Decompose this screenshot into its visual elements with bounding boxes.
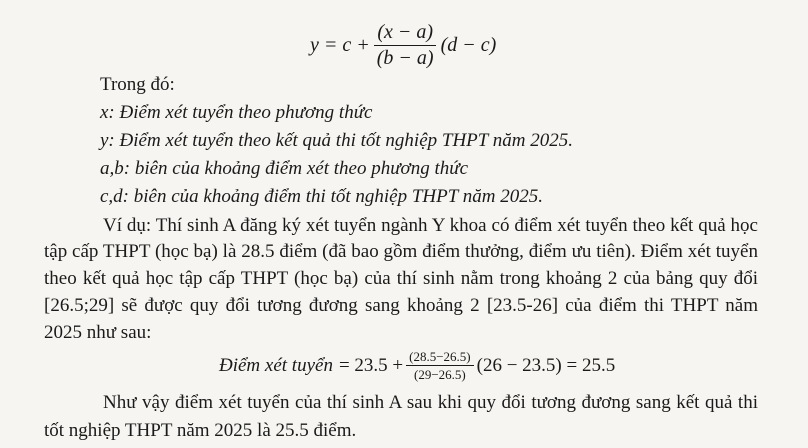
- formula-rhs: (d − c): [440, 33, 497, 56]
- example-formula-rhs: (26 − 23.5) = 25.5: [476, 355, 616, 376]
- example-line-5: 2025 như sau:: [44, 322, 152, 343]
- example-formula-lhs: Điểm xét tuyển: [219, 355, 333, 376]
- example-formula-eq: = 23.5 +: [338, 355, 404, 376]
- definition-ab: a,b: biên của khoảng điểm xét theo phương thức: [100, 158, 469, 179]
- definition-cd: c,d: biên của khoảng điểm thi tốt nghiệp THPT năm 2025.: [100, 186, 543, 207]
- example-line-3: theo kết quả học tập cấp THPT (học bạ) của thí sinh nằm trong khoảng 2 của bảng quy đổi: [44, 268, 758, 289]
- conversion-formula: [310, 16, 496, 74]
- conclusion-line-1: Như vậy điểm xét tuyển của thí sinh A sau khi quy đổi tương đương sang kết quả thi: [103, 392, 758, 413]
- conclusion-line-2: tốt nghiệp THPT năm 2025 là 25.5 điểm.: [44, 420, 357, 441]
- example-formula-denominator: (29−26.5): [414, 367, 466, 382]
- example-formula-fraction: [406, 350, 474, 381]
- formula-fraction: [374, 22, 437, 69]
- example-line-4: [26.5;29] sẽ được quy đổi tương đương sang khoảng 2 [23.5-26] của điểm thi THPT năm: [44, 295, 758, 316]
- formula-lhs: y = c +: [310, 33, 370, 56]
- example-formula-numerator: (28.5−26.5): [406, 350, 474, 366]
- formula-denominator: (b − a): [376, 46, 434, 69]
- definitions-intro: Trong đó:: [100, 74, 175, 95]
- definition-x: x: Điểm xét tuyển theo phương thức: [100, 102, 373, 123]
- example-line-1: Ví dụ: Thí sinh A đăng ký xét tuyển ngành Y khoa có điểm xét tuyển theo kết quả học: [103, 215, 758, 236]
- example-line-2: tập cấp THPT (học bạ) là 28.5 điểm (đã bao gồm điểm thưởng, điểm ưu tiên). Điểm xét tuyển: [44, 241, 758, 262]
- definition-y: y: Điểm xét tuyển theo kết quả thi tốt nghiệp THPT năm 2025.: [100, 130, 573, 151]
- example-formula: [219, 344, 615, 388]
- formula-numerator: (x − a): [374, 22, 436, 46]
